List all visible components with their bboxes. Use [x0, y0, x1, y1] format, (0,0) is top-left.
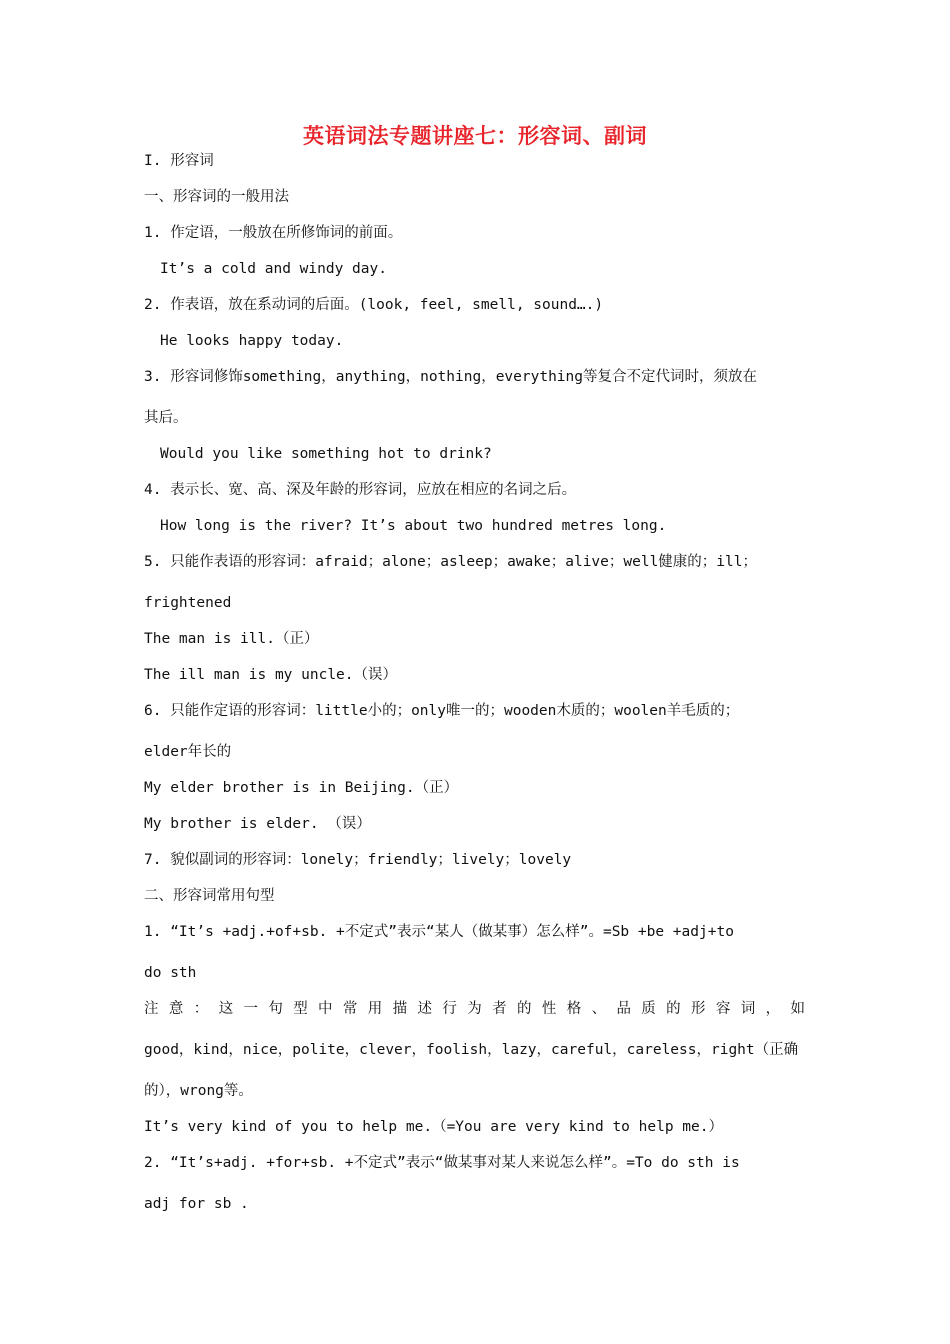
example-line: It’s very kind of you to help me.（=You are very kind to help me.） — [144, 1119, 723, 1135]
note-line: 注意：这一句型中常用描述行为者的性格、品质的形容词，如 — [144, 1001, 805, 1017]
rule-line-continuation: adj for sb . — [144, 1196, 249, 1212]
rule-line: 2. “It’s+adj. +for+sb. +不定式”表示“做某事对某人来说怎么样”。=To do sth is — [144, 1155, 740, 1171]
rule-line-continuation: 其后。 — [144, 410, 188, 426]
rule-line-continuation: do sth — [144, 965, 197, 981]
note-line-continuation: good，kind，nice，polite，clever，foolish，lazy，careful，careless，right（正确 — [144, 1042, 799, 1058]
subsection-heading: 一、形容词的一般用法 — [144, 189, 289, 205]
section-heading: I. 形容词 — [144, 153, 214, 169]
rule-line: 1. 作定语，一般放在所修饰词的前面。 — [144, 225, 403, 241]
note-line-continuation: 的），wrong等。 — [144, 1083, 253, 1099]
rule-line: 6. 只能作定语的形容词：little小的；only唯一的；wooden木质的；woolen羊毛质的； — [144, 703, 740, 719]
rule-line: 3. 形容词修饰something，anything，nothing，everything等复合不定代词时，须放在 — [144, 369, 757, 385]
example-line: He looks happy today. — [160, 333, 344, 349]
rule-line: 5. 只能作表语的形容词：afraid；alone；asleep；awake；alive；well健康的；ill； — [144, 554, 757, 570]
rule-line: 1. “It’s +adj.+of+sb. +不定式”表示“某人（做某事）怎么样”。=Sb +be +adj+to — [144, 924, 734, 940]
example-line: My elder brother is in Beijing.（正） — [144, 780, 459, 796]
example-line: The ill man is my uncle.（误） — [144, 667, 398, 683]
example-line: Would you like something hot to drink? — [160, 446, 492, 462]
subsection-heading: 二、形容词常用句型 — [144, 888, 275, 904]
example-line: The man is ill.（正） — [144, 631, 319, 647]
rule-line: 4. 表示长、宽、高、深及年龄的形容词，应放在相应的名词之后。 — [144, 482, 577, 498]
example-line: It’s a cold and windy day. — [160, 261, 387, 277]
rule-line: 7. 貌似副词的形容词：lonely；friendly；lively；lovely — [144, 852, 572, 868]
rule-line-continuation: elder年长的 — [144, 744, 232, 760]
rule-line: 2. 作表语，放在系动词的后面。(look, feel, smell, sound….) — [144, 297, 604, 313]
example-line: How long is the river? It’s about two hundred metres long. — [160, 518, 667, 534]
page-title: 英语词法专题讲座七：形容词、副词 — [303, 123, 647, 148]
rule-line-continuation: frightened — [144, 595, 232, 611]
example-line: My brother is elder. （误） — [144, 816, 371, 832]
